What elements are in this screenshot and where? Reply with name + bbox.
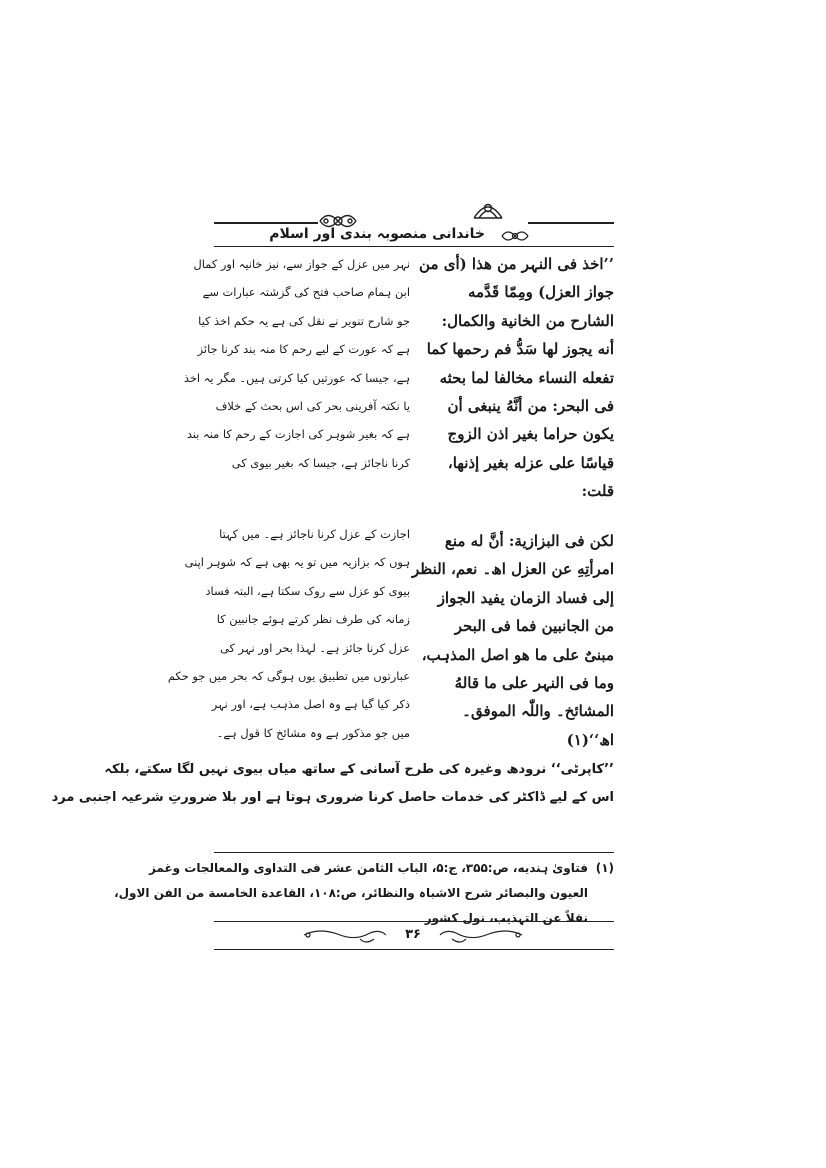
urdu-line: ذکر کیا گیا ہے وہ اصل مذہب ہے، اور نہر (211, 697, 410, 712)
arabic-line: لکن فی البزازية: أنَّ له منع (444, 532, 614, 550)
footer-rule-top (214, 921, 614, 922)
urdu-line: کرنا ناجائز ہے، جیسا کہ بغیر بیوی کی (231, 455, 410, 470)
urdu-line: عبارتوں میں تطبیق یوں ہوگی کہ بحر میں جو حکم (167, 668, 410, 683)
arabic-line: اھ‘‘(۱) (566, 730, 614, 749)
urdu-line: نہر میں عزل کے جواز سے، نیز خانیہ اور کمال (193, 257, 410, 271)
arabic-column-section-2 (411, 527, 614, 754)
arabic-line: من الجانبین فما فی البحر (454, 617, 614, 636)
arabic-line: تفعله النساء مخالفا لما بحثه (439, 368, 614, 387)
urdu-line: اجازت کے عزل کرنا ناجائز ہے۔ میں کہتا (219, 527, 410, 541)
header-underline (214, 246, 614, 247)
urdu-line: جو شارح تنویر نے نقل کی ہے یہ حکم اخذ کیا (198, 313, 410, 328)
urdu-line: عزل کرنا جائز ہے۔ لہذا بحر اور نہر کی (220, 640, 410, 655)
urdu-line: ہوں کہ بزازیہ میں تو یہ بھی ہے کہ شوہر اپنی (184, 555, 410, 570)
footnote-text: نقلاً عن التہذیب، نول کشور (424, 911, 588, 925)
urdu-line: ہے کہ عورت کے لیے رحم کا منہ بند کرنا جائز (197, 342, 410, 357)
header-ornament-top-icon (470, 196, 506, 224)
arabic-line: إلی فساد الزمان یفید الجواز (437, 588, 614, 607)
footnote-text: فتاویٰ ہندیه، ص:۳۵۵، ج:۵، الباب الثامن عشر فی التداوی والمعالجات وغمز (148, 861, 588, 875)
arabic-line: وما فی النہر علی ما قالهُ (454, 673, 614, 692)
urdu-line: ابن ہمام صاحب فتح کی گزشتہ عبارات سے (202, 285, 410, 300)
urdu-line: یا نکتہ آفرینی بحر کی اس بحث کے خلاف (215, 398, 410, 413)
arabic-line: أنه يجوز لها سَدُّ فم رحمها كما (426, 340, 614, 359)
arabic-line: مبنیٌ علی ما ھو اصل المذہب، (421, 645, 614, 664)
running-header-title: خاندانی منصوبہ بندی اور اسلام (269, 226, 485, 242)
footer-rule-bottom (214, 949, 614, 950)
footnote (114, 856, 614, 931)
arabic-line: الشارح من الخانية والكمال: (441, 311, 614, 330)
urdu-translation-section-1 (183, 250, 410, 477)
urdu-line: ہے کہ بغیر شوہر کی اجازت کے رحم کا منہ بند (186, 427, 410, 442)
urdu-line: میں جو مذکور ہے وہ مشائخ کا قول ہے۔ (216, 725, 410, 740)
urdu-line: ہے، جیسا کہ عورتیں کیا کرتی ہیں۔ مگر یہ اخذ (183, 370, 410, 385)
arabic-line: امرأتِهِ عن العزل اھ۔ نعم، النظر (411, 560, 614, 579)
arabic-line: قلت: (581, 482, 614, 501)
footnote-text: العیون والبصائر شرح الاشباہ والنظائر، ص:۱۰۸، القاعدة الخامسة من الفن الاول، (114, 886, 588, 900)
footnote-line (114, 881, 614, 906)
paragraph-line: اس کے لیے ڈاکٹر کی خدمات حاصل کرنا ضروری ہوتا ہے اور بلا ضرورتِ شرعیہ اجنبی مرد (51, 790, 614, 805)
footnote-line (148, 856, 614, 881)
arabic-line: یکون حراما بغیر اذن الزوج (447, 425, 614, 444)
urdu-translation-section-2 (167, 520, 410, 747)
page-number: ۳۶ (388, 926, 438, 944)
arabic-column-section-1 (419, 250, 614, 506)
footnote-separator (214, 852, 614, 853)
urdu-line: زمانہ کی طرف نظر کرتے ہوئے جانبین کا (216, 612, 410, 627)
header-ornament-right-icon (500, 226, 530, 246)
paragraph-line: ’’کاپرٹی‘‘ نرودھ وغیرہ کی طرح آسانی کے ساتھ میاں بیوی نہیں لگا سکتے، بلکہ (104, 762, 614, 777)
urdu-line: بیوی کو عزل سے روک سکتا ہے، البتہ فساد (205, 583, 410, 598)
arabic-line: قیاسًا علی عزله بغیر إذنها، (447, 453, 614, 472)
footnote-marker: (۱) (595, 861, 614, 875)
body-paragraph (51, 756, 614, 812)
arabic-line: فی البحر: من أنَّهُ ینبغی أن (447, 396, 614, 415)
arabic-line: المشائخ۔ واللّٰہ الموفق۔ (462, 702, 614, 721)
arabic-line: جواز العزل) ومِمّا قَدَّمه (468, 283, 614, 302)
arabic-line: ’’اخذ فی النہر من ھذا (أی من (419, 255, 614, 273)
header-rule-right (528, 222, 614, 224)
